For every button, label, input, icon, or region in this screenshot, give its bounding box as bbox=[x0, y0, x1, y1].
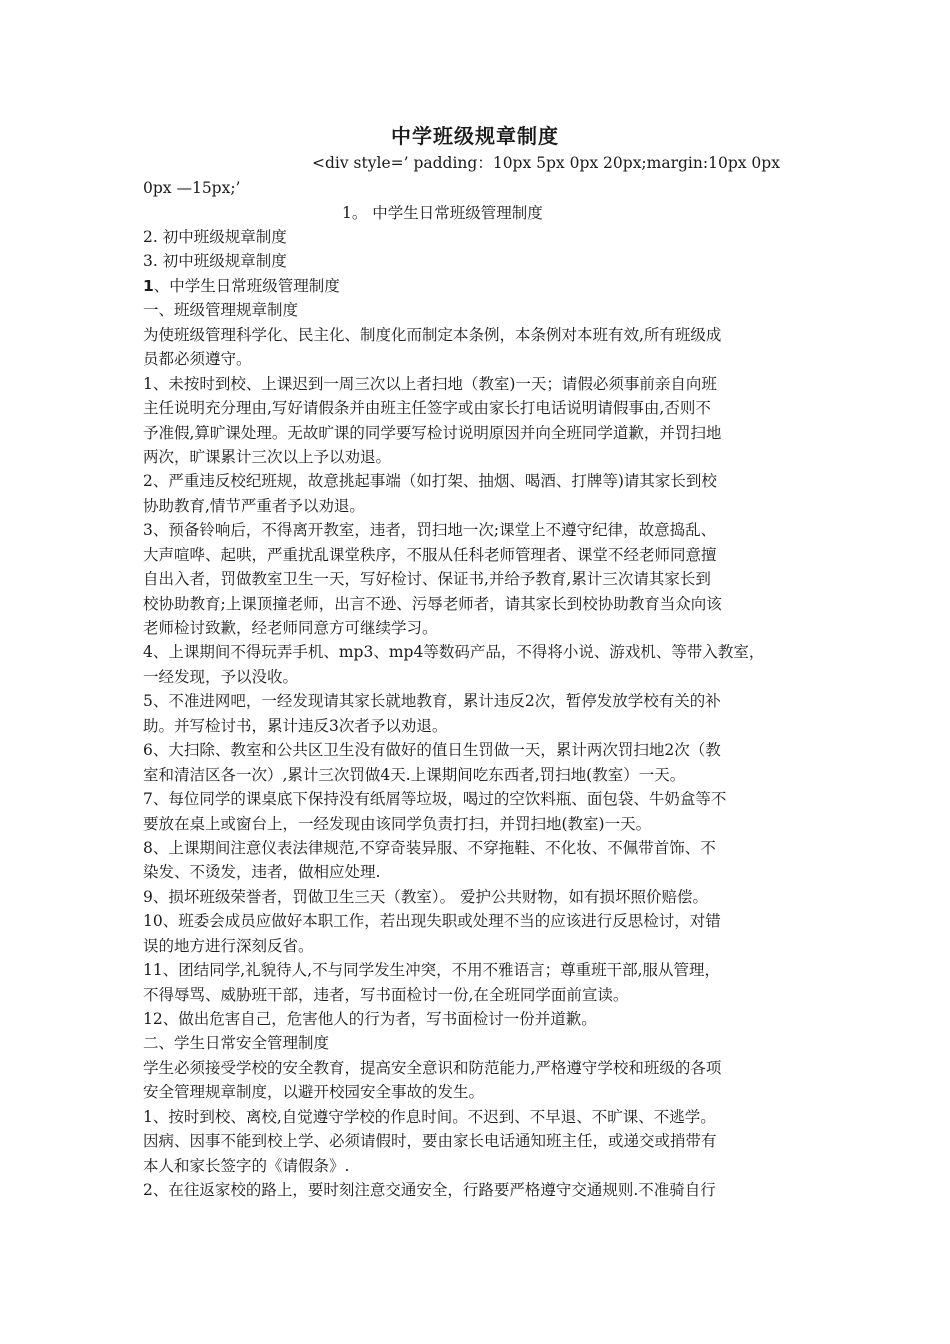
text-line: 12、做出危害自己，危害他人的行为者，写书面检讨一份并道歉。 bbox=[143, 1010, 597, 1028]
text-line: 2、严重违反校纪班规，故意挑起事端（如打架、抽烟、喝酒、打牌等)请其家长到校 bbox=[143, 472, 717, 491]
text-line: 2、在往返家校的路上，要时刻注意交通安全，行路要严格遵守交通规则.不准骑自行 bbox=[143, 1181, 716, 1200]
text-line: 两次，旷课累计三次以上予以劝退。 bbox=[143, 447, 392, 466]
text-line: 为使班级管理科学化、民主化、制度化而制定本条例，本条例对本班有效,所有班级成 bbox=[143, 325, 722, 344]
text-line: 大声喧哗、起哄，严重扰乱课堂秩序，不服从任科老师管理者、课堂不经老师同意擅 bbox=[143, 545, 717, 564]
text-line: 二、学生日常安全管理制度 bbox=[143, 1034, 330, 1053]
text-line: 老师检讨致歉，经老师同意方可继续学习。 bbox=[143, 619, 438, 637]
code-text-line-1: <div style=’ padding：10px 5px 0px 20px;margin:10px 0px bbox=[312, 154, 780, 172]
text-line: 误的地方进行深刻反省。 bbox=[143, 936, 314, 955]
toc-item-1: 1。 中学生日常班级管理制度 bbox=[342, 204, 543, 222]
text-line: 4、上课期间不得玩弄手机、mp3、mp4等数码产品，不得将小说、游戏机、等带入教室， bbox=[143, 643, 765, 662]
text-line: 11、团结同学,礼貌待人,不与同学发生冲突，不用不雅语言；尊重班干部,服从管理， bbox=[143, 961, 721, 980]
text-line: 不得辱骂、威胁班干部，违者，写书面检讨一份,在全班同学面前宣读。 bbox=[143, 985, 629, 1004]
text-line: 予准假,算旷课处理。无故旷课的同学要写检讨说明原因并向全班同学道歉，并罚扫地 bbox=[143, 423, 722, 442]
text-line: 9、损坏班级荣誉者，罚做卫生三天（教室）。 爱护公共财物，如有损坏照价赔偿。 bbox=[143, 887, 709, 906]
text-line: 3. 初中班级规章制度 bbox=[143, 252, 287, 271]
text-line: 6、大扫除、教室和公共区卫生没有做好的值日生罚做一天，累计两次罚扫地2次（教 bbox=[143, 741, 721, 760]
text-line: 一、班级管理规章制度 bbox=[143, 301, 299, 320]
text-line: 室和清洁区各一次）,累计三次罚做4天.上课期间吃东西者,罚扫地(教室）一天。 bbox=[143, 765, 686, 784]
text-line: 因病、因事不能到校上学、必须请假时，要由家长电话通知班主任，或递交或捎带有 bbox=[143, 1132, 717, 1151]
text-line: 8、上课期间注意仪表法律规范,不穿奇装异服、不穿拖鞋、不化妆、不佩带首饰、不 bbox=[143, 838, 716, 857]
text-line: 协助教育,情节严重者予以劝退。 bbox=[143, 496, 365, 515]
document-title: 中学班级规章制度 bbox=[391, 124, 559, 148]
text-line: 3、预备铃响后，不得离开教室，违者，罚扫地一次;课堂上不遵守纪律，故意捣乱、 bbox=[143, 521, 717, 540]
section-heading-text: 、中学生日常班级管理制度 bbox=[153, 276, 340, 295]
text-line bbox=[143, 274, 813, 298]
text-line: 一经发现，予以没收。 bbox=[143, 667, 299, 686]
text-line: 要放在桌上或窗台上，一经发现由该同学负责打扫，并罚扫地(教室)一天。 bbox=[143, 814, 652, 833]
text-line: 安全管理规章制度，以避开校园安全事故的发生。 bbox=[143, 1083, 485, 1102]
text-line: 1、未按时到校、上课迟到一周三次以上者扫地（教室)一天；请假必须事前亲自向班 bbox=[143, 374, 717, 393]
text-line: 员都必须遵守。 bbox=[143, 350, 252, 369]
text-line: 校协助教育;上课顶撞老师，出言不逊、污辱老师者，请其家长到校协助教育当众向该 bbox=[143, 594, 722, 613]
text-line: 2. 初中班级规章制度 bbox=[143, 228, 287, 246]
text-line: 1、按时到校、离校,自觉遵守学校的作息时间。不迟到、不早退、不旷课、不逃学。 bbox=[143, 1107, 716, 1126]
code-text-line-2: 0px —15px;’ bbox=[143, 179, 241, 197]
text-line: 本人和家长签字的《请假条》. bbox=[143, 1156, 350, 1175]
text-line: 染发、不烫发，违者，做相应处理. bbox=[143, 863, 381, 882]
text-line: 助。并写检讨书，累计违反3次者予以劝退。 bbox=[143, 716, 448, 735]
text-line: 自出入者，罚做教室卫生一天，写好检讨、保证书,并给予教育,累计三次请其家长到 bbox=[143, 570, 711, 589]
text-line: 5、不准进网吧，一经发现请其家长就地教育，累计违反2次，暂停发放学校有关的补 bbox=[143, 692, 721, 711]
section-number: 1 bbox=[143, 276, 154, 295]
text-line: 学生必须接受学校的安全教育，提高安全意识和防范能力,严格遵守学校和班级的各项 bbox=[143, 1058, 722, 1077]
text-line: 主任说明充分理由,写好请假条并由班主任签字或由家长打电话说明请假事由,否则不 bbox=[143, 399, 711, 418]
document-body bbox=[143, 225, 813, 1203]
text-line: 10、班委会成员应做好本职工作，若出现失职或处理不当的应该进行反思检讨，对错 bbox=[143, 912, 721, 931]
text-line: 7、每位同学的课桌底下保持没有纸屑等垃圾，喝过的空饮料瓶、面包袋、牛奶盒等不 bbox=[143, 790, 727, 809]
